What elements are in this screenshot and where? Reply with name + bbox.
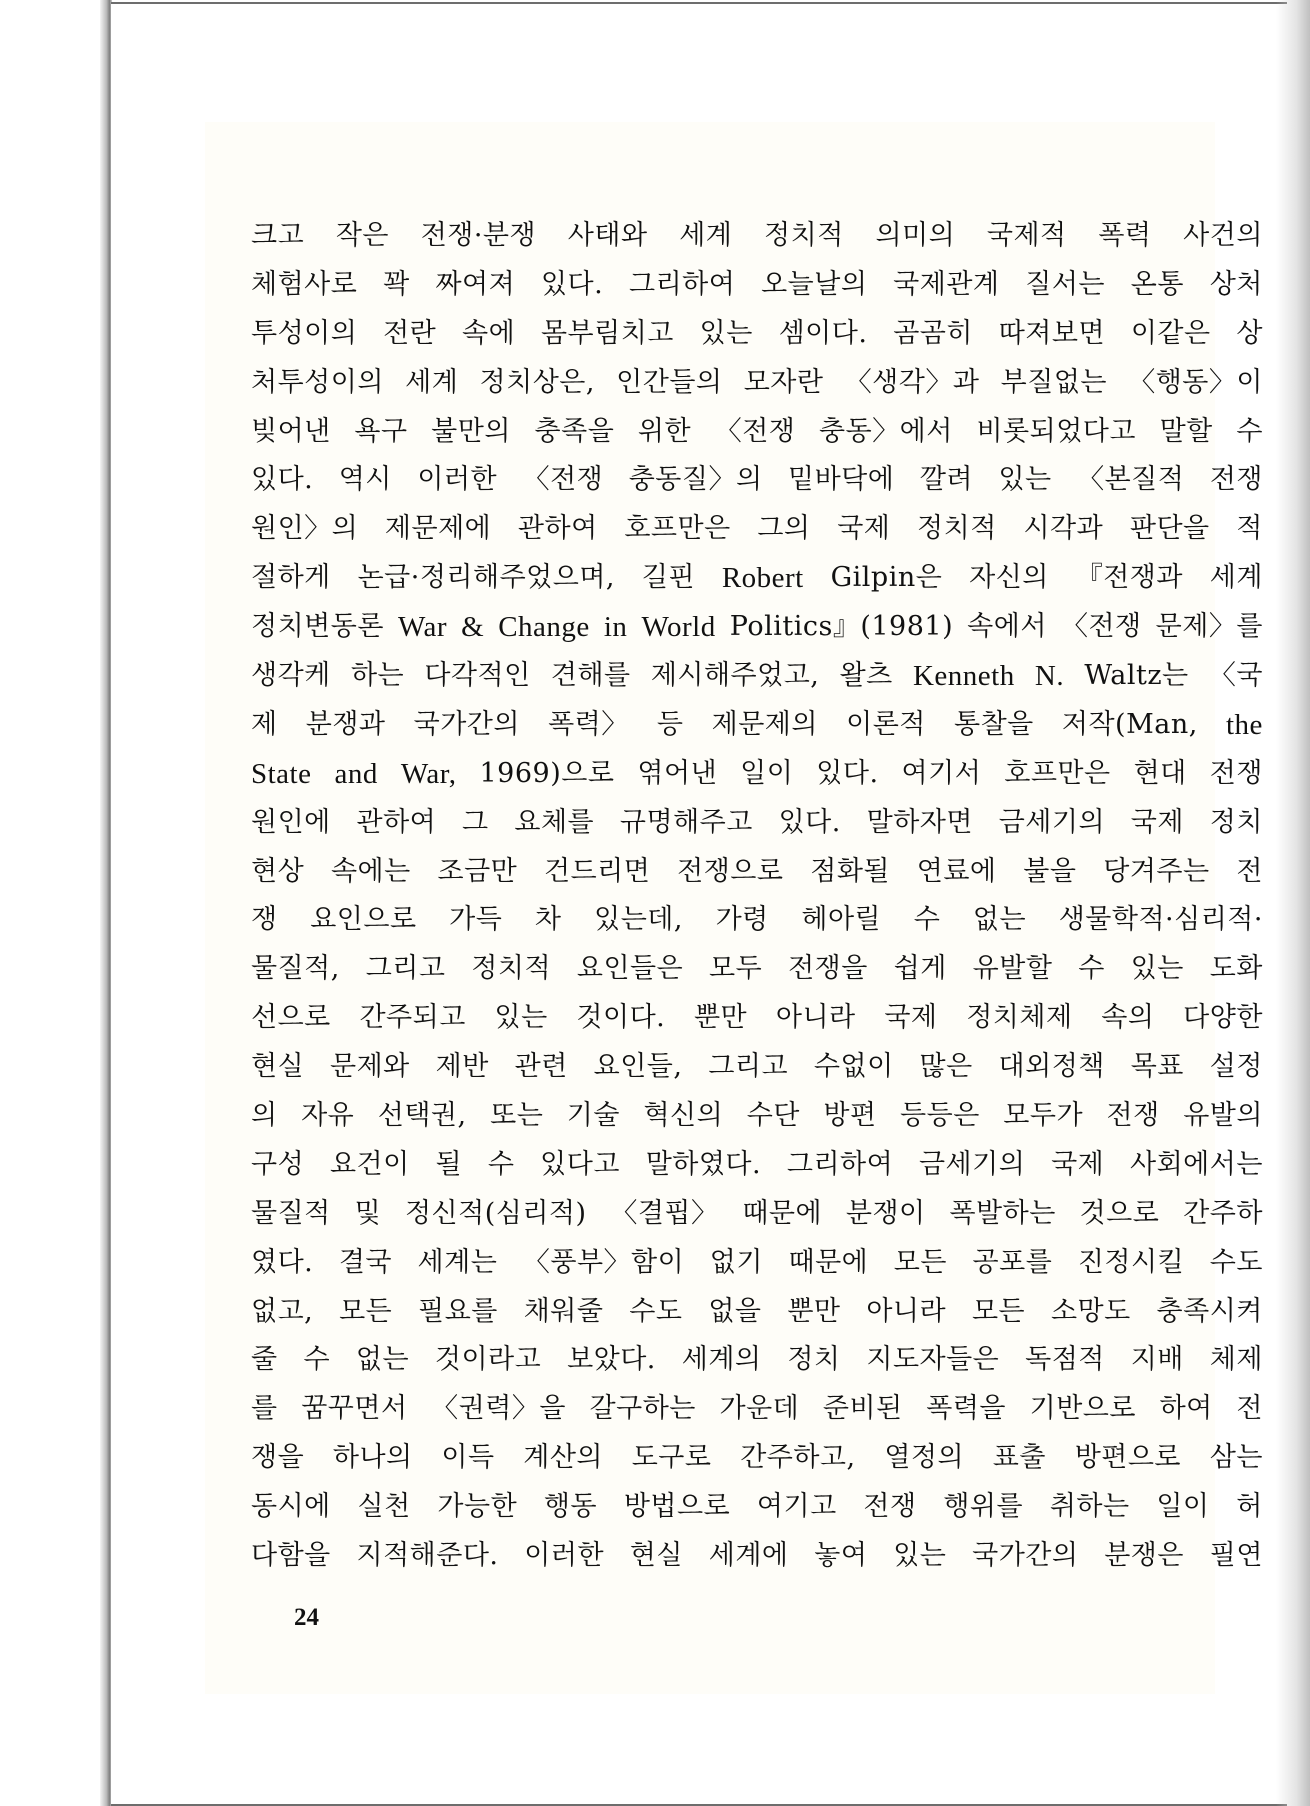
text-line: 현상 속에는 조금만 건드리면 전쟁으로 점화될 연료에 불을 당겨주는 전 [251, 855, 1263, 887]
text-line: 투성이의 전란 속에 몸부림치고 있는 셈이다. 곰곰히 따져보면 이같은 상 [251, 317, 1263, 349]
text-line: 있다. 역시 이러한 〈전쟁 충동질〉의 밑바닥에 깔려 있는 〈본질적 전쟁 [251, 464, 1263, 496]
body-text [251, 212, 1263, 1581]
text-line: 물질적, 그리고 정치적 요인들은 모두 전쟁을 쉽게 유발할 수 있는 도화 [251, 953, 1263, 985]
text-line: 크고 작은 전쟁·분쟁 사태와 세계 정치적 의미의 국제적 폭력 사건의 [251, 220, 1263, 251]
text-line: 처투성이의 세계 정치상은, 인간들의 모자란 〈생각〉과 부질없는 〈행동〉이 [251, 366, 1263, 398]
text-line: 정치변동론 War & Change in World Politics』(1981) 속에서 〈전쟁 문제〉를 [251, 611, 1263, 644]
text-line: 줄 수 없는 것이라고 보았다. 세계의 정치 지도자들은 독점적 지배 체제 [251, 1344, 1263, 1376]
text-line: 의 자유 선택권, 또는 기술 혁신의 수단 방편 등등은 모두가 전쟁 유발의 [251, 1100, 1263, 1132]
text-line: 쟁 요인으로 가득 차 있는데, 가령 헤아릴 수 없는 생물학적·심리적· [251, 904, 1263, 936]
text-line: 물질적 및 정신적(심리적) 〈결핍〉 때문에 분쟁이 폭발하는 것으로 간주하 [251, 1197, 1263, 1229]
text-line: 동시에 실천 가능한 행동 방법으로 여기고 전쟁 행위를 취하는 일이 허 [251, 1491, 1263, 1523]
text-line: 다함을 지적해준다. 이러한 현실 세계에 놓여 있는 국가간의 분쟁은 필연 [251, 1540, 1263, 1572]
page-number: 24 [294, 1604, 319, 1631]
book-page [111, 2, 1287, 1806]
text-line: 쟁을 하나의 이득 계산의 도구로 간주하고, 열정의 표출 방편으로 삼는 [251, 1442, 1263, 1474]
text-line: 절하게 논급·정리해주었으며, 길핀 Robert Gilpin은 자신의 『전쟁과 세계 [251, 562, 1263, 595]
text-line: 원인에 관하여 그 요체를 규명해주고 있다. 말하자면 금세기의 국제 정치 [251, 806, 1263, 838]
text-line: 체험사로 꽉 짜여져 있다. 그리하여 오늘날의 국제관계 질서는 온통 상처 [251, 268, 1263, 300]
text-line: 를 꿈꾸면서 〈권력〉을 갈구하는 가운데 준비된 폭력을 기반으로 하여 전 [251, 1393, 1263, 1425]
text-line: 선으로 간주되고 있는 것이다. 뿐만 아니라 국제 정치체제 속의 다양한 [251, 1002, 1263, 1034]
text-line: 제 분쟁과 국가간의 폭력〉 등 제문제의 이론적 통찰을 저작(Man, the [251, 708, 1263, 741]
text-line: 생각케 하는 다각적인 견해를 제시해주었고, 왈츠 Kenneth N. Waltz는 〈국 [251, 660, 1263, 693]
text-line: 빚어낸 욕구 불만의 충족을 위한 〈전쟁 충동〉에서 비롯되었다고 말할 수 [251, 415, 1263, 447]
text-line: 구성 요건이 될 수 있다고 말하였다. 그리하여 금세기의 국제 사회에서는 [251, 1148, 1263, 1180]
page-right-shadow [1276, 0, 1310, 1806]
text-line: State and War, 1969)으로 엮어낸 일이 있다. 여기서 호프만은 현대 전쟁 [251, 757, 1263, 790]
text-line: 없고, 모든 필요를 채워줄 수도 없을 뿐만 아니라 모든 소망도 충족시켜 [251, 1295, 1263, 1327]
text-line: 현실 문제와 제반 관련 요인들, 그리고 수없이 많은 대외정책 목표 설정 [251, 1051, 1263, 1083]
text-line: 였다. 결국 세계는 〈풍부〉함이 없기 때문에 모든 공포를 진정시킬 수도 [251, 1246, 1263, 1278]
text-line: 원인〉의 제문제에 관하여 호프만은 그의 국제 정치적 시각과 판단을 적 [251, 513, 1263, 545]
